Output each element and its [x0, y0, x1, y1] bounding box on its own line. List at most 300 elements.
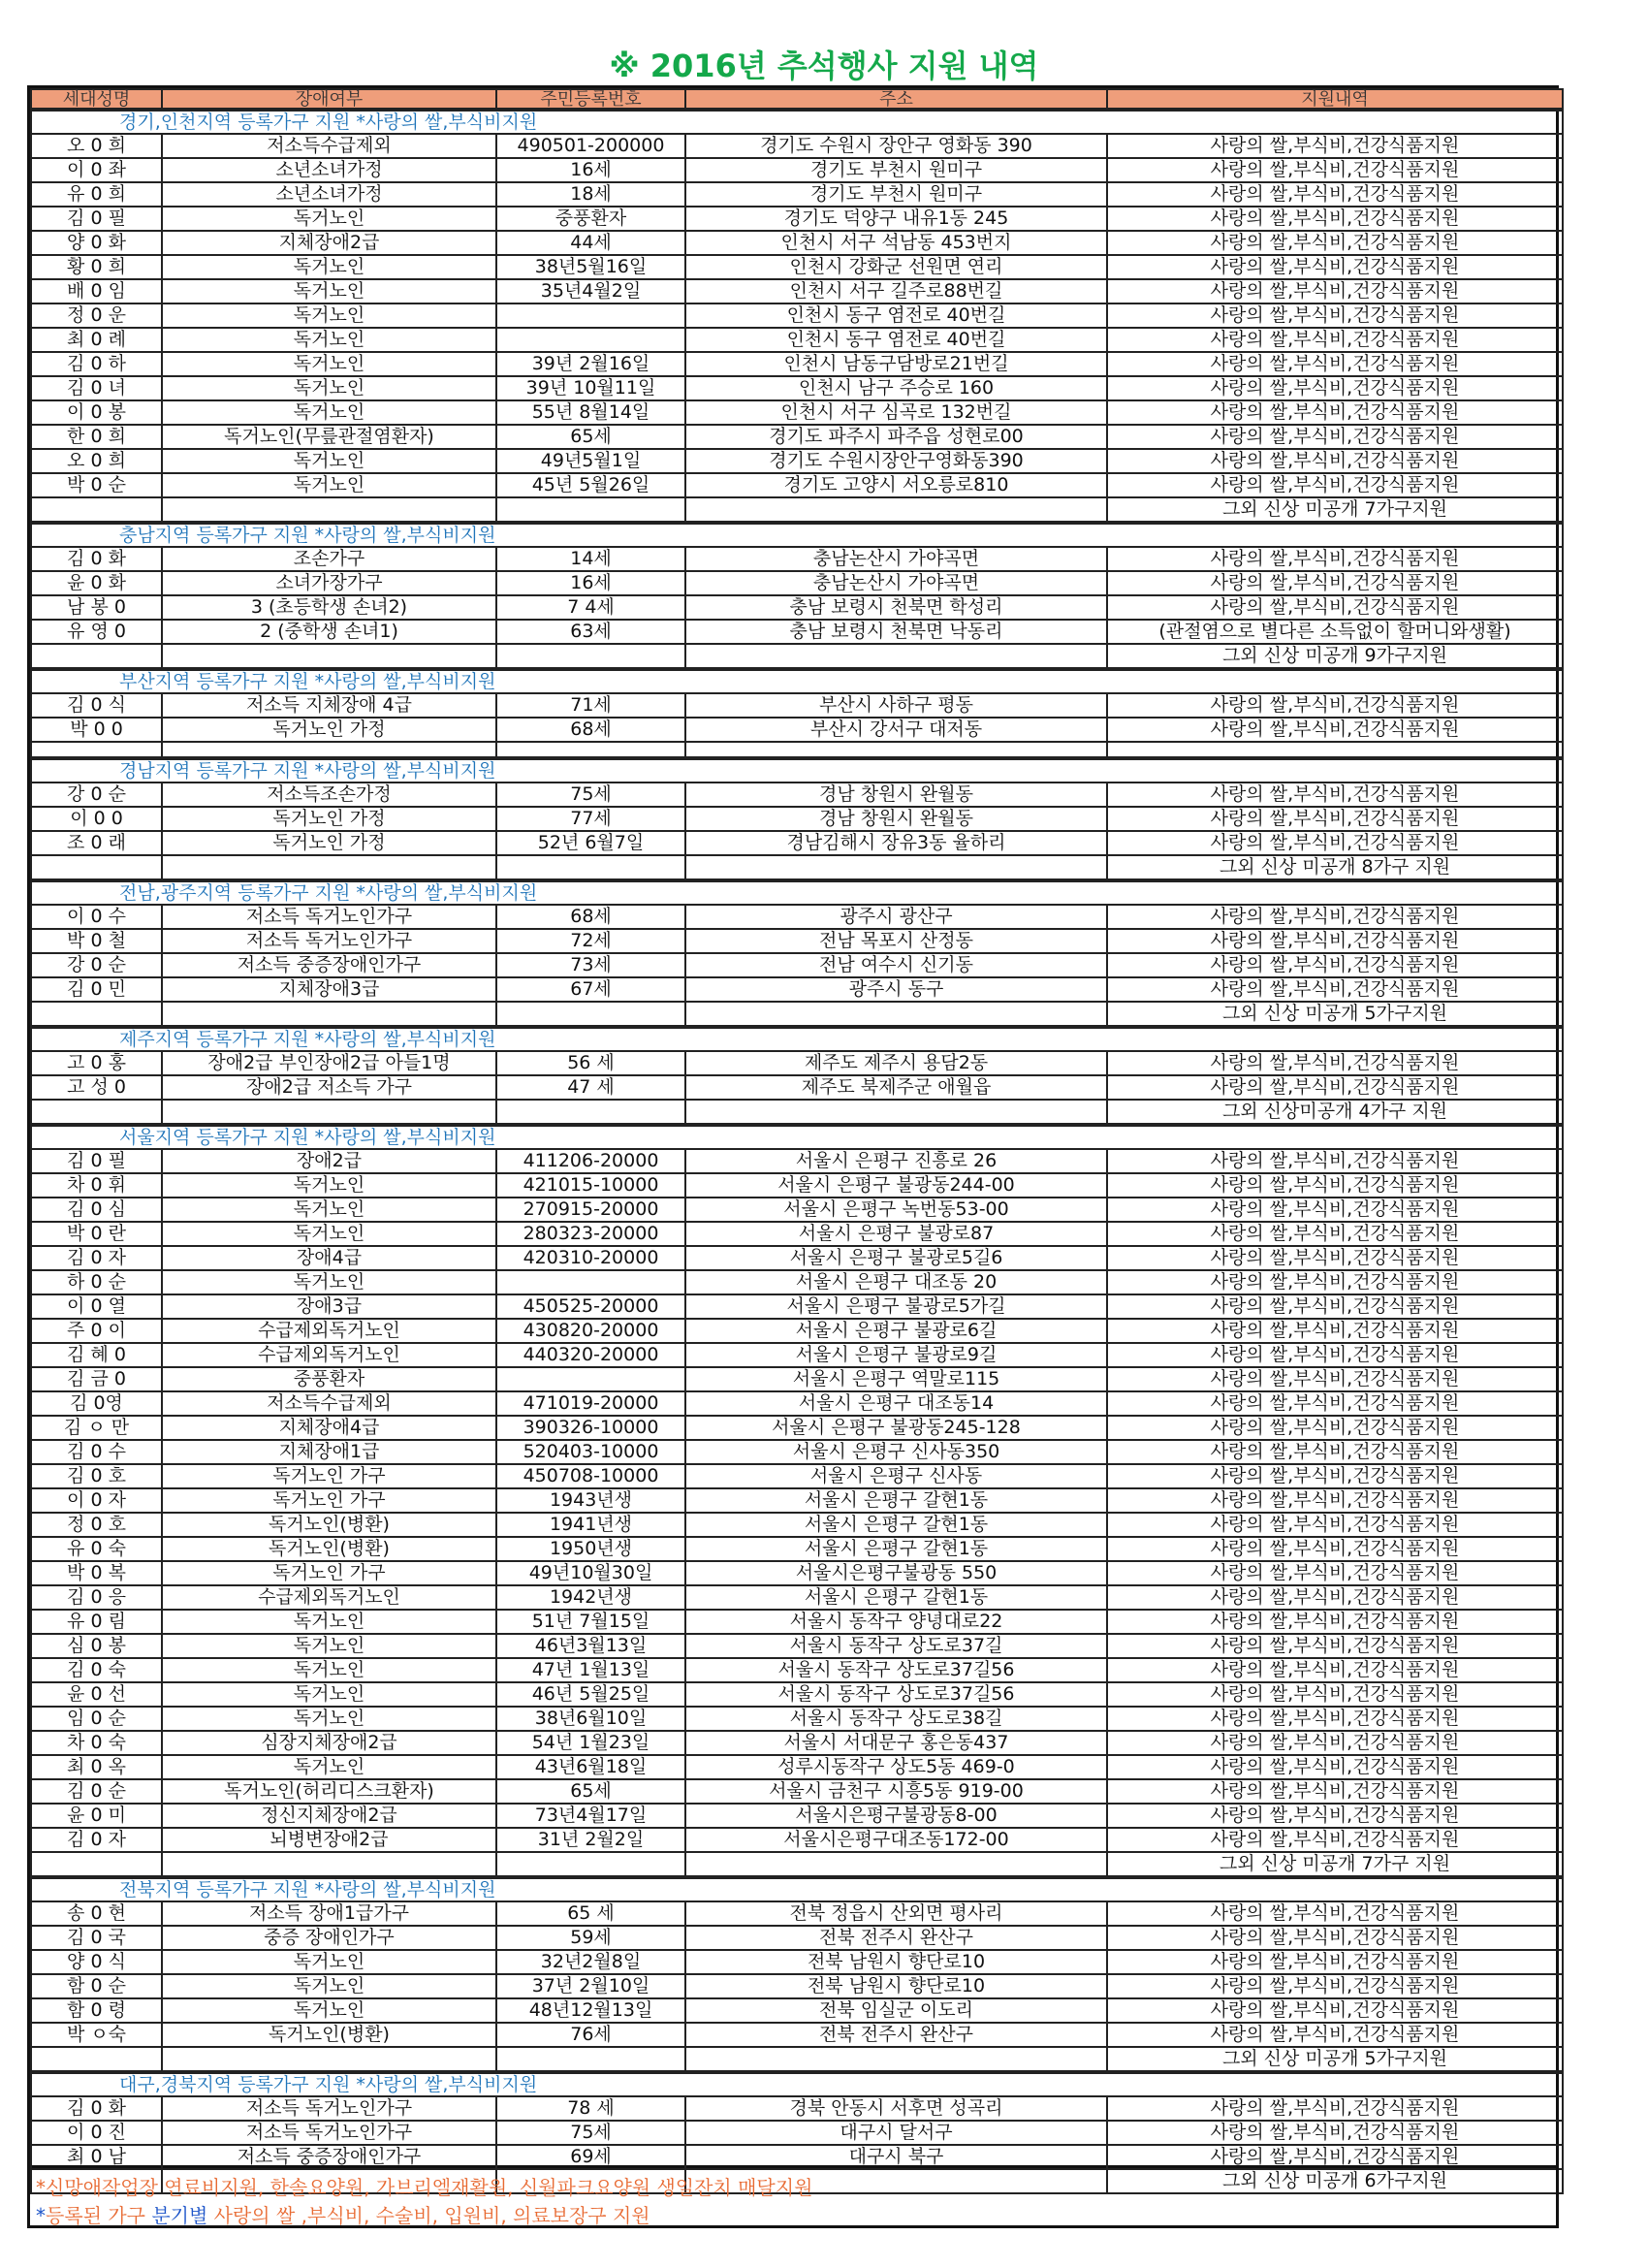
cell-address: 대구시 북구	[685, 2145, 1107, 2169]
cell-disability: 독거노인 가정	[162, 718, 496, 742]
cell-support: 사랑의 쌀,부식비,건강식품지원	[1107, 255, 1563, 279]
cell-disability: 저소득수급제외	[162, 134, 496, 158]
cell-id-number: 71세	[496, 693, 685, 718]
section-heading: 부산지역 등록가구 지원 *사랑의 쌀,부식비지원	[31, 669, 1563, 693]
cell-support: 사랑의 쌀,부식비,건강식품지원	[1107, 1585, 1563, 1610]
cell-disability: 3 (초등학생 손녀2)	[162, 595, 496, 620]
table-row	[31, 1075, 1563, 1100]
cell-address: 경기도 고양시 서오릉로810	[685, 473, 1107, 497]
cell-address: 서울시은평구대조동172-00	[685, 1828, 1107, 1852]
cell-support: 사랑의 쌀,부식비,건강식품지원	[1107, 1294, 1563, 1319]
cell-disability: 수급제외독거노인	[162, 1343, 496, 1367]
cell-support: 사랑의 쌀,부식비,건강식품지원	[1107, 1901, 1563, 1926]
cell-id-number: 16세	[496, 571, 685, 595]
cell-disability: 수급제외독거노인	[162, 1319, 496, 1343]
cell-address: 서울시 은평구 불광동244-00	[685, 1173, 1107, 1198]
cell-name: 김 0 필	[31, 207, 162, 231]
empty-cell	[162, 644, 496, 669]
cell-support: 사랑의 쌀,부식비,건강식품지원	[1107, 831, 1563, 855]
empty-cell	[162, 1002, 496, 1027]
cell-disability: 독거노인(허리디스크환자)	[162, 1779, 496, 1804]
cell-support: 사랑의 쌀,부식비,건강식품지원	[1107, 571, 1563, 595]
cell-disability: 독거노인	[162, 473, 496, 497]
cell-support: 사랑의 쌀,부식비,건강식품지원	[1107, 1707, 1563, 1731]
table-row	[31, 1731, 1563, 1755]
cell-name: 김 0 민	[31, 977, 162, 1002]
cell-support: 사랑의 쌀,부식비,건강식품지원	[1107, 693, 1563, 718]
section-note-row	[31, 2047, 1563, 2072]
header-id-number: 주민등록번호	[496, 89, 685, 110]
cell-support: 사랑의 쌀,부식비,건강식품지원	[1107, 595, 1563, 620]
cell-address: 서울시 서대문구 홍은동437	[685, 1731, 1107, 1755]
section-note-row	[31, 1100, 1563, 1125]
cell-disability: 독거노인	[162, 328, 496, 352]
cell-id-number: 39년 2월16일	[496, 352, 685, 376]
empty-cell	[685, 742, 1107, 758]
table-row	[31, 2096, 1563, 2121]
section-heading: 경기,인천지역 등록가구 지원 *사랑의 쌀,부식비지원	[31, 110, 1563, 134]
cell-address: 전북 남원시 향단로10	[685, 1950, 1107, 1974]
footer-line-facilities	[36, 2172, 812, 2200]
cell-support: 사랑의 쌀,부식비,건강식품지원	[1107, 1343, 1563, 1367]
cell-id-number: 75세	[496, 2121, 685, 2145]
cell-support: 사랑의 쌀,부식비,건강식품지원	[1107, 1051, 1563, 1075]
cell-name: 고 0 홍	[31, 1051, 162, 1075]
section-note-row	[31, 644, 1563, 669]
cell-support: 사랑의 쌀,부식비,건강식품지원	[1107, 1755, 1563, 1779]
cell-name: 정 0 운	[31, 303, 162, 328]
empty-cell	[685, 1852, 1107, 1877]
table-row	[31, 1804, 1563, 1828]
footer-star: *	[36, 2176, 46, 2199]
table-row	[31, 1246, 1563, 1270]
cell-disability: 독거노인	[162, 207, 496, 231]
cell-disability: 독거노인	[162, 1658, 496, 1682]
cell-address: 전북 전주시 완산구	[685, 2023, 1107, 2047]
cell-id-number: 520403-10000	[496, 1440, 685, 1464]
cell-id-number: 59세	[496, 1926, 685, 1950]
cell-name: 고 성 0	[31, 1075, 162, 1100]
cell-disability: 독거노인	[162, 1998, 496, 2023]
cell-address: 경남 창원시 완월동	[685, 807, 1107, 831]
cell-address: 서울시 동작구 상도로37길56	[685, 1682, 1107, 1707]
cell-id-number: 45년 5월26일	[496, 473, 685, 497]
cell-name: 김 0 화	[31, 547, 162, 571]
table-row	[31, 2023, 1563, 2047]
section-note: 그외 신상 미공개 5가구지원	[1107, 1002, 1563, 1027]
cell-id-number: 52년 6월7일	[496, 831, 685, 855]
cell-disability: 저소득 장애1급가구	[162, 1901, 496, 1926]
cell-name: 유 영 0	[31, 620, 162, 644]
cell-support: 사랑의 쌀,부식비,건강식품지원	[1107, 977, 1563, 1002]
footer-registered-text: 등록된 가구	[46, 2204, 145, 2227]
table-row	[31, 1051, 1563, 1075]
cell-name: 김 금 0	[31, 1367, 162, 1391]
cell-disability: 장애3급	[162, 1294, 496, 1319]
cell-address: 서울시 은평구 불광로5길6	[685, 1246, 1107, 1270]
table-row	[31, 303, 1563, 328]
cell-address: 서울시은평구불광동8-00	[685, 1804, 1107, 1828]
cell-name: 김 0 호	[31, 1464, 162, 1488]
cell-address: 경북 안동시 서후면 성곡리	[685, 2096, 1107, 2121]
cell-address: 충남 보령시 천북면 낙동리	[685, 620, 1107, 644]
empty-cell	[685, 855, 1107, 880]
cell-support: 사랑의 쌀,부식비,건강식품지원	[1107, 1926, 1563, 1950]
table-row	[31, 807, 1563, 831]
table-row	[31, 425, 1563, 449]
cell-disability: 정신지체장애2급	[162, 1804, 496, 1828]
cell-address: 충남논산시 가야곡면	[685, 547, 1107, 571]
cell-disability: 독거노인	[162, 1270, 496, 1294]
cell-support: 사랑의 쌀,부식비,건강식품지원	[1107, 207, 1563, 231]
cell-support: 사랑의 쌀,부식비,건강식품지원	[1107, 400, 1563, 425]
section-note-row	[31, 855, 1563, 880]
cell-name: 박 0 0	[31, 718, 162, 742]
cell-address: 서울시 은평구 갈현1동	[685, 1488, 1107, 1513]
table-row	[31, 1974, 1563, 1998]
table-row	[31, 953, 1563, 977]
table-row	[31, 1319, 1563, 1343]
section-note: 그외 신상 미공개 6가구지원	[1107, 2169, 1563, 2193]
cell-disability: 독거노인 가정	[162, 831, 496, 855]
cell-address: 서울시 은평구 불광로5가길	[685, 1294, 1107, 1319]
cell-support: 사랑의 쌀,부식비,건강식품지원	[1107, 279, 1563, 303]
cell-address: 서울시 은평구 불광동245-128	[685, 1416, 1107, 1440]
cell-support: 사랑의 쌀,부식비,건강식품지원	[1107, 905, 1563, 929]
cell-address: 서울시 은평구 신사동350	[685, 1440, 1107, 1464]
cell-address: 인천시 서구 석남동 453번지	[685, 231, 1107, 255]
cell-address: 전북 남원시 향단로10	[685, 1974, 1107, 1998]
empty-cell	[162, 855, 496, 880]
cell-disability: 저소득 독거노인가구	[162, 2121, 496, 2145]
cell-address: 부산시 사하구 평동	[685, 693, 1107, 718]
cell-id-number: 48년12월13일	[496, 1998, 685, 2023]
table-row	[31, 718, 1563, 742]
cell-disability: 소녀가장가구	[162, 571, 496, 595]
cell-support: 사랑의 쌀,부식비,건강식품지원	[1107, 1658, 1563, 1682]
section-note: 그외 신상 미공개 7가구 지원	[1107, 1852, 1563, 1877]
cell-name: 윤 0 선	[31, 1682, 162, 1707]
cell-address: 경기도 부천시 원미구	[685, 182, 1107, 207]
cell-id-number: 39년 10월11일	[496, 376, 685, 400]
cell-disability: 독거노인 가구	[162, 1488, 496, 1513]
cell-id-number: 46년 5월25일	[496, 1682, 685, 1707]
header-address: 주소	[685, 89, 1107, 110]
cell-name: 오 0 희	[31, 134, 162, 158]
cell-disability: 저소득 중증장애인가구	[162, 2145, 496, 2169]
cell-name: 김 ㅇ 만	[31, 1416, 162, 1440]
cell-name: 유 0 희	[31, 182, 162, 207]
cell-support: 사랑의 쌀,부식비,건강식품지원	[1107, 1075, 1563, 1100]
cell-disability: 저소득조손가정	[162, 783, 496, 807]
cell-support: 사랑의 쌀,부식비,건강식품지원	[1107, 929, 1563, 953]
cell-support: 사랑의 쌀,부식비,건강식품지원	[1107, 2096, 1563, 2121]
cell-id-number: 411206-20000	[496, 1149, 685, 1173]
cell-disability: 소년소녀가정	[162, 158, 496, 182]
cell-id-number: 16세	[496, 158, 685, 182]
cell-support: 사랑의 쌀,부식비,건강식품지원	[1107, 158, 1563, 182]
cell-support: 사랑의 쌀,부식비,건강식품지원	[1107, 2121, 1563, 2145]
table-row	[31, 1391, 1563, 1416]
cell-address: 대구시 달서구	[685, 2121, 1107, 2145]
cell-id-number: 65세	[496, 1779, 685, 1804]
cell-address: 전북 정읍시 산외면 평사리	[685, 1901, 1107, 1926]
table-row	[31, 255, 1563, 279]
cell-address: 인천시 서구 심곡로 132번길	[685, 400, 1107, 425]
cell-name: 윤 0 화	[31, 571, 162, 595]
footer-quarterly-text: 분기별	[144, 2204, 208, 2227]
cell-support: 사랑의 쌀,부식비,건강식품지원	[1107, 1779, 1563, 1804]
table-row	[31, 929, 1563, 953]
cell-name: 한 0 희	[31, 425, 162, 449]
cell-disability: 저소득 독거노인가구	[162, 2096, 496, 2121]
cell-disability: 지체장애1급	[162, 1440, 496, 1464]
table-row	[31, 231, 1563, 255]
cell-support: 사랑의 쌀,부식비,건강식품지원	[1107, 807, 1563, 831]
cell-name: 김 0 숙	[31, 1658, 162, 1682]
cell-disability: 독거노인	[162, 303, 496, 328]
cell-address: 서울시 은평구 진흥로 26	[685, 1149, 1107, 1173]
cell-id-number: 450708-10000	[496, 1464, 685, 1488]
cell-name: 김 0 국	[31, 1926, 162, 1950]
cell-name: 유 0 림	[31, 1610, 162, 1634]
table-row	[31, 831, 1563, 855]
table-row	[31, 1440, 1563, 1464]
section-heading: 서울지역 등록가구 지원 *사랑의 쌀,부식비지원	[31, 1125, 1563, 1149]
table-row	[31, 620, 1563, 644]
cell-support: 사랑의 쌀,부식비,건강식품지원	[1107, 718, 1563, 742]
section-heading: 충남지역 등록가구 지원 *사랑의 쌀,부식비지원	[31, 523, 1563, 547]
cell-id-number: 32년2월8일	[496, 1950, 685, 1974]
cell-disability: 장애2급	[162, 1149, 496, 1173]
table-row	[31, 1634, 1563, 1658]
section-note: 그외 신상 미공개 9가구지원	[1107, 644, 1563, 669]
table-row	[31, 1513, 1563, 1537]
cell-disability: 독거노인	[162, 352, 496, 376]
cell-disability: 지체장애3급	[162, 977, 496, 1002]
cell-id-number: 75세	[496, 783, 685, 807]
table-row	[31, 1270, 1563, 1294]
cell-id-number: 1950년생	[496, 1537, 685, 1561]
cell-disability: 2 (중학생 손녀1)	[162, 620, 496, 644]
cell-name: 심 0 봉	[31, 1634, 162, 1658]
table-row	[31, 1901, 1563, 1926]
cell-disability: 독거노인	[162, 255, 496, 279]
empty-cell	[31, 2047, 162, 2072]
section-heading-row	[31, 669, 1563, 693]
cell-id-number: 중풍환자	[496, 207, 685, 231]
cell-disability: 독거노인 가정	[162, 807, 496, 831]
cell-address: 경기도 파주시 파주읍 성현로00	[685, 425, 1107, 449]
cell-name: 양 0 식	[31, 1950, 162, 1974]
cell-support: 사랑의 쌀,부식비,건강식품지원	[1107, 783, 1563, 807]
empty-cell	[685, 497, 1107, 523]
cell-disability: 심장지체장애2급	[162, 1731, 496, 1755]
cell-id-number	[496, 1367, 685, 1391]
cell-name: 양 0 화	[31, 231, 162, 255]
cell-support: 사랑의 쌀,부식비,건강식품지원	[1107, 547, 1563, 571]
section-note-row	[31, 1002, 1563, 1027]
empty-cell	[31, 1002, 162, 1027]
cell-support: 사랑의 쌀,부식비,건강식품지원	[1107, 1488, 1563, 1513]
cell-disability: 저소득 독거노인가구	[162, 905, 496, 929]
cell-id-number: 1943년생	[496, 1488, 685, 1513]
cell-name: 이 0 좌	[31, 158, 162, 182]
cell-name: 배 0 임	[31, 279, 162, 303]
cell-id-number: 78 세	[496, 2096, 685, 2121]
cell-disability: 독거노인(병환)	[162, 2023, 496, 2047]
cell-id-number: 43년6월18일	[496, 1755, 685, 1779]
table-row	[31, 595, 1563, 620]
cell-name: 김 0 녀	[31, 376, 162, 400]
cell-support: 사랑의 쌀,부식비,건강식품지원	[1107, 1634, 1563, 1658]
cell-name: 하 0 순	[31, 1270, 162, 1294]
table-row	[31, 1779, 1563, 1804]
cell-support: 사랑의 쌀,부식비,건강식품지원	[1107, 1513, 1563, 1537]
cell-disability: 독거노인	[162, 1974, 496, 1998]
cell-id-number: 44세	[496, 231, 685, 255]
cell-name: 송 0 현	[31, 1901, 162, 1926]
cell-id-number: 47 세	[496, 1075, 685, 1100]
cell-disability: 독거노인 가구	[162, 1464, 496, 1488]
cell-support: 사랑의 쌀,부식비,건강식품지원	[1107, 1731, 1563, 1755]
cell-name: 조 0 래	[31, 831, 162, 855]
cell-address: 경기도 부천시 원미구	[685, 158, 1107, 182]
cell-id-number: 471019-20000	[496, 1391, 685, 1416]
cell-id-number: 55년 8월14일	[496, 400, 685, 425]
cell-support: 사랑의 쌀,부식비,건강식품지원	[1107, 1610, 1563, 1634]
cell-support: 사랑의 쌀,부식비,건강식품지원	[1107, 1464, 1563, 1488]
cell-address: 경기도 덕양구 내유1동 245	[685, 207, 1107, 231]
section-heading-row	[31, 758, 1563, 783]
table-row	[31, 352, 1563, 376]
cell-address: 서울시 동작구 상도로37길	[685, 1634, 1107, 1658]
cell-name: 김 0 하	[31, 352, 162, 376]
empty-cell	[496, 1002, 685, 1027]
section-heading-row	[31, 523, 1563, 547]
cell-name: 강 0 순	[31, 783, 162, 807]
cell-support: 사랑의 쌀,부식비,건강식품지원	[1107, 449, 1563, 473]
empty-cell	[162, 1852, 496, 1877]
empty-cell	[685, 2047, 1107, 2072]
cell-disability: 지체장애4급	[162, 1416, 496, 1440]
cell-id-number: 65세	[496, 425, 685, 449]
cell-address: 서울시 은평구 신사동	[685, 1464, 1107, 1488]
cell-id-number: 68세	[496, 718, 685, 742]
section-note	[1107, 742, 1563, 758]
cell-id-number: 37년 2월10일	[496, 1974, 685, 1998]
cell-disability: 소년소녀가정	[162, 182, 496, 207]
cell-address: 서울시은평구불광동 550	[685, 1561, 1107, 1585]
cell-id-number: 77세	[496, 807, 685, 831]
cell-name: 유 0 숙	[31, 1537, 162, 1561]
table-row	[31, 571, 1563, 595]
cell-name: 최 0 례	[31, 328, 162, 352]
table-row	[31, 207, 1563, 231]
cell-support: 사랑의 쌀,부식비,건강식품지원	[1107, 1974, 1563, 1998]
section-spacer-row	[31, 742, 1563, 758]
cell-address: 경기도 수원시 장안구 영화동 390	[685, 134, 1107, 158]
empty-cell	[496, 2047, 685, 2072]
table-row	[31, 1537, 1563, 1561]
cell-address: 서울시 은평구 대조동14	[685, 1391, 1107, 1416]
cell-disability: 독거노인	[162, 400, 496, 425]
cell-address: 서울시 은평구 갈현1동	[685, 1513, 1107, 1537]
table-row	[31, 783, 1563, 807]
cell-name: 김 0 식	[31, 693, 162, 718]
cell-id-number: 450525-20000	[496, 1294, 685, 1319]
table-row	[31, 905, 1563, 929]
footer-star: *	[36, 2204, 46, 2227]
cell-name: 김 0 수	[31, 1440, 162, 1464]
cell-name: 김 0영	[31, 1391, 162, 1416]
cell-address: 성루시동작구 상도5동 469-0	[685, 1755, 1107, 1779]
cell-disability: 독거노인	[162, 1707, 496, 1731]
cell-support: 사랑의 쌀,부식비,건강식품지원	[1107, 303, 1563, 328]
empty-cell	[31, 1100, 162, 1125]
cell-id-number: 18세	[496, 182, 685, 207]
cell-name: 김 0 화	[31, 2096, 162, 2121]
cell-support: 사랑의 쌀,부식비,건강식품지원	[1107, 1198, 1563, 1222]
cell-name: 이 0 0	[31, 807, 162, 831]
cell-name: 박 0 복	[31, 1561, 162, 1585]
cell-support: 사랑의 쌀,부식비,건강식품지원	[1107, 1222, 1563, 1246]
cell-address: 인천시 남동구담방로21번길	[685, 352, 1107, 376]
cell-address: 서울시 동작구 상도로38길	[685, 1707, 1107, 1731]
cell-id-number: 14세	[496, 547, 685, 571]
cell-address: 인천시 강화군 선원면 연리	[685, 255, 1107, 279]
section-heading: 전북지역 등록가구 지원 *사랑의 쌀,부식비지원	[31, 1877, 1563, 1901]
table-row	[31, 1149, 1563, 1173]
cell-id-number: 7 4세	[496, 595, 685, 620]
cell-id-number: 390326-10000	[496, 1416, 685, 1440]
table-row	[31, 1707, 1563, 1731]
cell-disability: 독거노인	[162, 1173, 496, 1198]
cell-support: 사랑의 쌀,부식비,건강식품지원	[1107, 1440, 1563, 1464]
table-row	[31, 1488, 1563, 1513]
cell-id-number: 490501-200000	[496, 134, 685, 158]
table-row	[31, 1828, 1563, 1852]
table-row	[31, 547, 1563, 571]
cell-id-number: 72세	[496, 929, 685, 953]
cell-id-number: 421015-10000	[496, 1173, 685, 1198]
cell-address: 서울시 금천구 시흥5동 919-00	[685, 1779, 1107, 1804]
cell-support: 사랑의 쌀,부식비,건강식품지원	[1107, 1319, 1563, 1343]
empty-cell	[685, 1002, 1107, 1027]
cell-address: 서울시 은평구 갈현1동	[685, 1537, 1107, 1561]
cell-disability: 저소득 독거노인가구	[162, 929, 496, 953]
footer-facilities-text: 신망애작업장 연료비지원, 한솔요양원, 가브리엘재활원, 신월파크요양원	[46, 2176, 651, 2199]
cell-address: 전남 여수시 신기동	[685, 953, 1107, 977]
cell-support: 사랑의 쌀,부식비,건강식품지원	[1107, 2023, 1563, 2047]
cell-id-number: 51년 7월15일	[496, 1610, 685, 1634]
cell-id-number: 440320-20000	[496, 1343, 685, 1367]
cell-name: 최 0 남	[31, 2145, 162, 2169]
cell-support: 사랑의 쌀,부식비,건강식품지원	[1107, 1270, 1563, 1294]
cell-name: 임 0 순	[31, 1707, 162, 1731]
empty-cell	[162, 742, 496, 758]
cell-support: 사랑의 쌀,부식비,건강식품지원	[1107, 953, 1563, 977]
cell-disability: 지체장애2급	[162, 231, 496, 255]
cell-disability: 뇌병변장애2급	[162, 1828, 496, 1852]
table-row	[31, 693, 1563, 718]
footer-birthday-text: 생일잔치 매달지원	[650, 2176, 813, 2199]
table-row	[31, 449, 1563, 473]
cell-id-number: 1941년생	[496, 1513, 685, 1537]
cell-address: 전남 목포시 산정동	[685, 929, 1107, 953]
cell-id-number: 46년3월13일	[496, 1634, 685, 1658]
cell-name: 오 0 희	[31, 449, 162, 473]
